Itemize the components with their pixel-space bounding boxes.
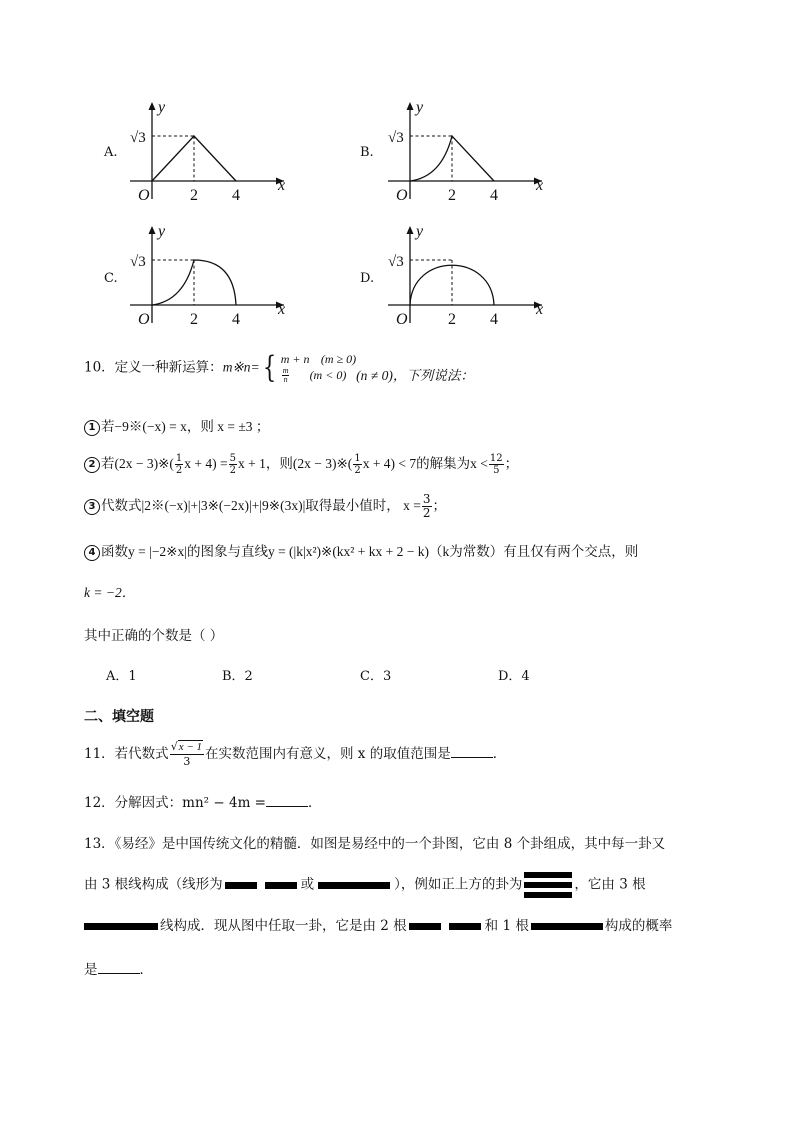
q10-condition: (n ≠ 0)，下列说法：: [356, 367, 474, 383]
y-axis-label: y: [416, 223, 424, 240]
tick-label: 2: [190, 187, 198, 204]
circled-number: 1: [84, 420, 100, 436]
fraction-num: 12: [489, 453, 503, 464]
broken-line-icon: [265, 882, 297, 889]
circled-number: 3: [84, 499, 100, 515]
y-axis-label: y: [158, 223, 166, 240]
fraction-den: 2: [354, 465, 361, 476]
graph-b-svg: [358, 98, 558, 204]
statement-text: x + 4) < 7的解集为x <: [362, 456, 488, 471]
statement-text: ；: [432, 498, 447, 513]
q13-text: 由 3 根线构成（线形为: [84, 876, 223, 893]
origin-label: O: [138, 187, 150, 204]
y-arrow-icon: [149, 102, 156, 110]
q13-text: 或: [300, 876, 315, 893]
tick-label: 2: [448, 187, 456, 204]
y-arrow-icon: [407, 226, 414, 234]
trigram-icon: [524, 872, 572, 898]
fraction-num: 1: [354, 453, 361, 464]
q13-text: 线构成．现从图中任取一卦，它是由 2 根: [160, 918, 407, 934]
q13-text: ，它由 3 根: [574, 876, 646, 893]
x-axis-label: x: [278, 301, 286, 318]
q10-statement-4: [84, 540, 638, 561]
broken-line-icon: [449, 923, 481, 930]
q10-case2-num: m: [282, 366, 289, 375]
q10-case1: m + n: [280, 352, 310, 366]
broken-line-icon: [225, 882, 257, 889]
q11: [84, 740, 506, 769]
q10-case2-cond: (m < 0): [309, 368, 347, 382]
q13-line-4: [84, 958, 153, 978]
solid-line-icon: [318, 882, 390, 889]
x-axis-label: x: [536, 177, 544, 194]
x-axis-label: x: [278, 177, 286, 194]
choice-b[interactable]: B．2: [222, 669, 253, 684]
y-arrow-icon: [407, 102, 414, 110]
q13-line-2: [84, 872, 646, 898]
fraction-num: 1: [175, 453, 183, 464]
q12-text: ．: [307, 795, 322, 811]
peak-label: √3: [388, 130, 404, 146]
q10-operator: m※n=: [222, 359, 260, 375]
q10-statement-1: [84, 415, 269, 436]
q10-prefix: 10．定义一种新运算：: [84, 359, 223, 376]
statement-text: 函数y = |−2※x|的图象与直线y = (|k|x²)※(kx² + kx + 2 − k)（k为常数）有且仅有两个交点，则: [101, 544, 639, 559]
solid-line-icon: [531, 923, 603, 930]
answer-blank[interactable]: [266, 794, 308, 807]
choice-d[interactable]: D．4: [498, 669, 530, 684]
q11-radicand: x − 1: [178, 741, 203, 753]
circled-number: 2: [84, 457, 100, 473]
q11-text: 11．若代数式: [84, 746, 169, 762]
fraction-den: 2: [175, 465, 183, 476]
tick-label: 4: [490, 311, 498, 328]
origin-label: O: [396, 311, 408, 328]
answer-blank[interactable]: [98, 961, 140, 974]
statement-text: ；: [504, 456, 519, 471]
question-text: 其中正确的个数是（ ）: [84, 628, 224, 644]
brace: {: [262, 350, 276, 385]
statement-text: x + 1，则(2x − 3)※(: [238, 456, 353, 471]
tick-label: 2: [448, 311, 456, 328]
peak-label: √3: [130, 130, 146, 146]
q10-statement-3: [84, 493, 446, 520]
q13-text: ），例如正上方的卦为: [394, 876, 523, 893]
q13-text: 是: [84, 962, 98, 978]
tick-label: 4: [490, 187, 498, 204]
fraction-num: 5: [229, 453, 237, 464]
broken-line-icon: [409, 923, 441, 930]
q10-cases: [281, 352, 356, 384]
solid-line-icon: [84, 923, 158, 930]
option-letter: A.: [104, 145, 118, 160]
q12-text: 12．分解因式：mn² − 4m =: [84, 795, 266, 811]
q10-question: [84, 624, 223, 644]
fraction-num: 3: [422, 492, 431, 506]
answer-blank[interactable]: [451, 745, 493, 758]
statement-text: 若(2x − 3)※(: [101, 456, 174, 471]
origin-label: O: [138, 311, 150, 328]
x-axis-label: x: [536, 301, 544, 318]
tick-label: 4: [232, 187, 240, 204]
q10-statement-4-cont: [84, 581, 135, 601]
y-axis-label: y: [158, 99, 166, 116]
statement-text: x + 4) =: [184, 456, 228, 471]
option-letter: D.: [360, 271, 375, 286]
origin-label: O: [396, 187, 408, 204]
q10-definition: [84, 352, 474, 384]
fraction-den: 2: [422, 506, 431, 520]
q13-line-1: [84, 832, 665, 852]
fraction-den: 5: [493, 465, 500, 476]
q11-text: 在实数范围内有意义，则 x 的取值范围是: [205, 746, 451, 762]
peak-label: √3: [130, 254, 146, 270]
choice-a[interactable]: A．1: [106, 669, 137, 684]
section-heading: 二、填空题: [84, 709, 154, 725]
q13-text: 13．《易经》是中国传统文化的精髓．如图是易经中的一个卦图，它由 8 个卦组成，其中每一卦又: [84, 836, 666, 852]
peak-label: √3: [388, 254, 404, 270]
graph-a-svg: [100, 98, 300, 204]
graph-c-svg: [100, 222, 300, 328]
q13-text: 和 1 根: [484, 918, 529, 934]
choice-c[interactable]: C．3: [360, 669, 392, 684]
q11-denominator: 3: [183, 755, 191, 768]
option-letter: B.: [360, 145, 374, 160]
tick-label: 4: [232, 311, 240, 328]
q12: [84, 791, 321, 811]
y-axis-label: y: [416, 99, 424, 116]
y-arrow-icon: [149, 226, 156, 234]
q11-text: ．: [492, 746, 507, 762]
q10-statement-2: [84, 452, 518, 476]
statement-text: 代数式|2※(−x)|+|3※(−2x)|+|9※(3x)|取得最小值时， x =: [101, 498, 421, 513]
tick-label: 2: [190, 311, 198, 328]
fraction-den: 2: [229, 465, 237, 476]
circled-number: 4: [84, 545, 100, 561]
q13-text: 构成的概率: [604, 918, 673, 934]
q10-case2-den: n: [283, 375, 288, 384]
statement-text: k = −2．: [84, 585, 136, 600]
sqrt-icon: √: [170, 740, 178, 753]
option-letter: C.: [104, 271, 118, 286]
graph-d-svg: [358, 222, 558, 328]
q13-text: ．: [139, 962, 153, 978]
statement-text: 若−9※(−x) = x，则 x = ±3 ；: [101, 419, 270, 434]
q13-line-3: [84, 914, 672, 934]
q10-case1-cond: (m ≥ 0): [320, 352, 357, 366]
